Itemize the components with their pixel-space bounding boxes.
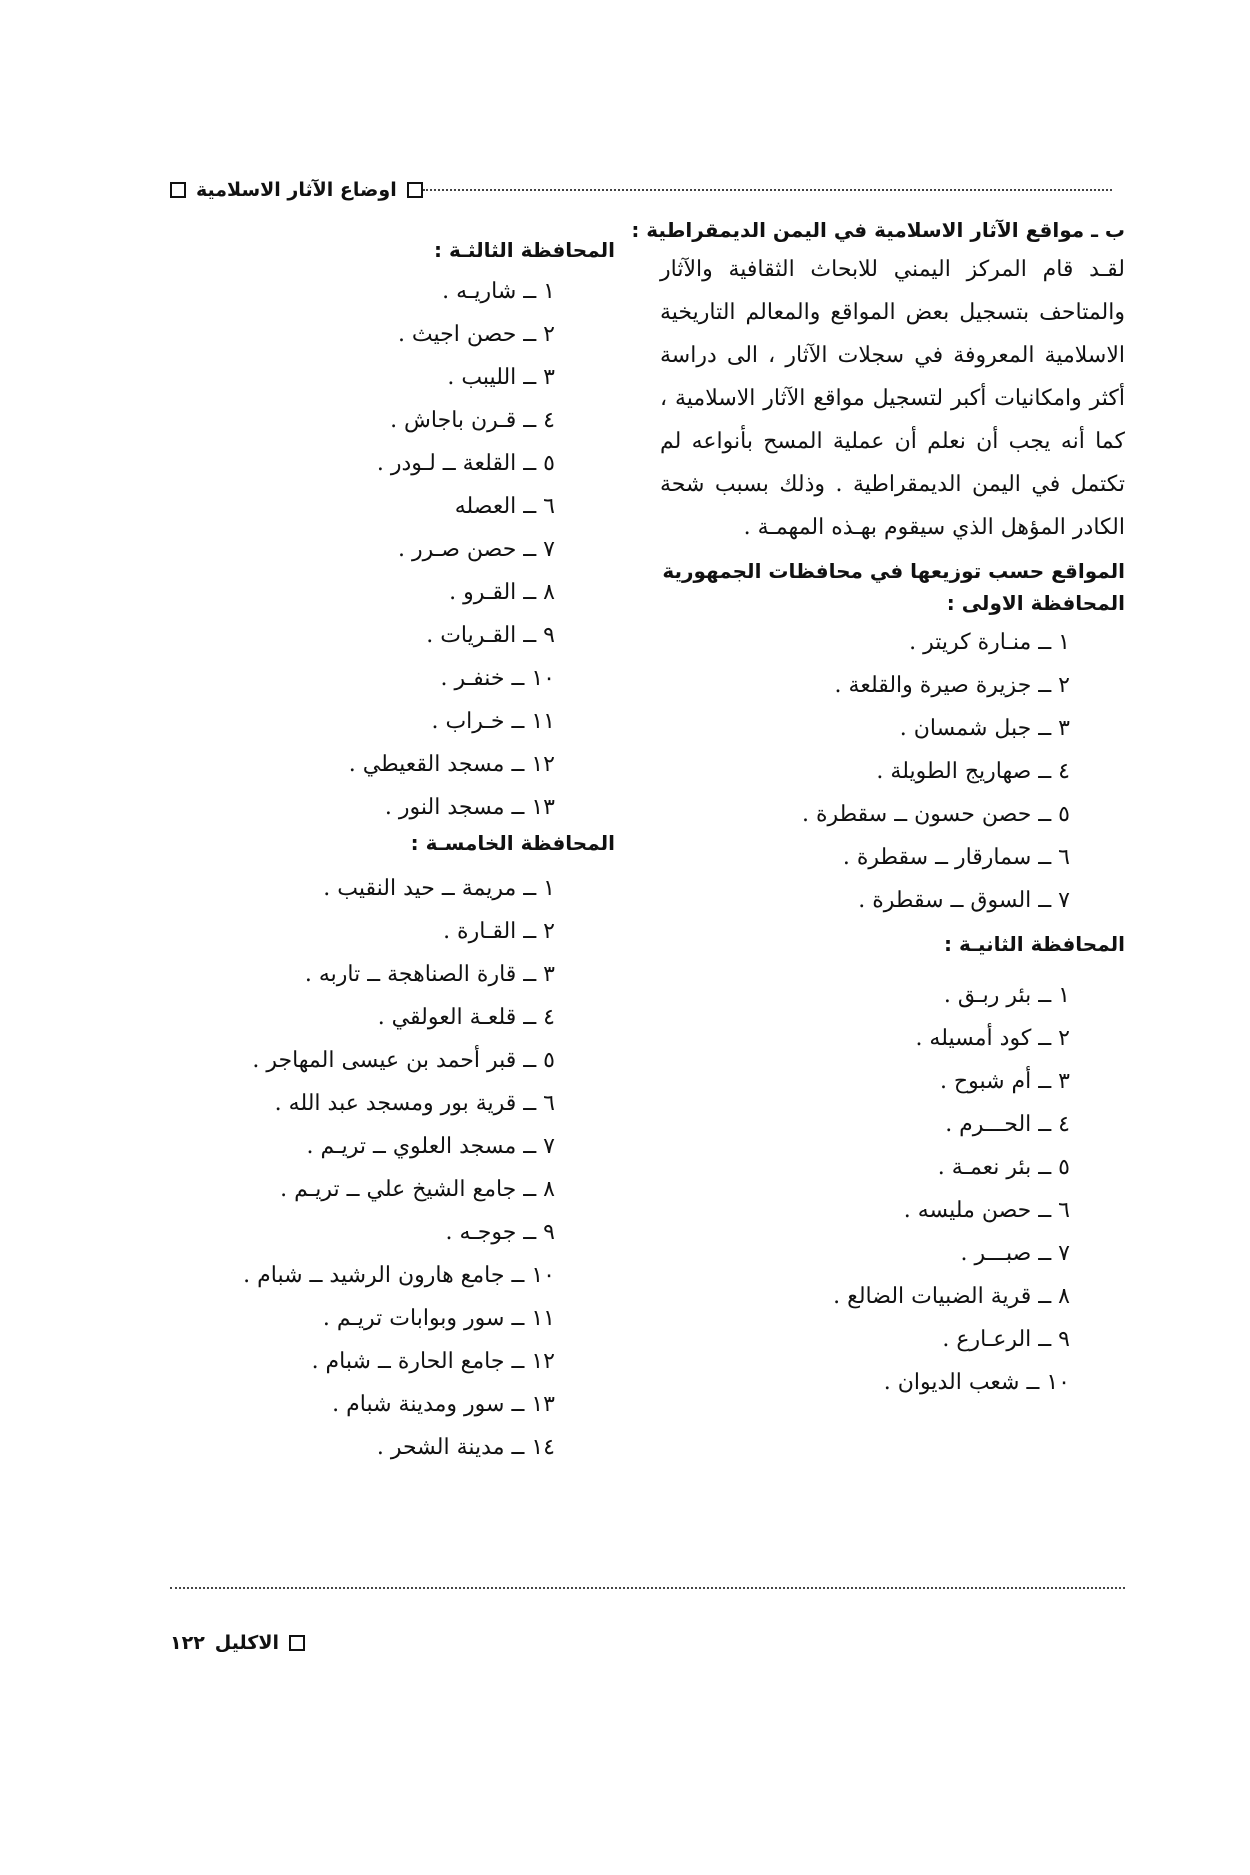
list-item: ٢ ــ القـارة . xyxy=(443,919,555,944)
list-item: ٥ ــ قبر أحمد بن عيسى المهاجر . xyxy=(252,1048,555,1073)
section-heading: ب ـ مواقع الآثار الاسلامية في اليمن الديمقراطية : xyxy=(631,218,1125,242)
list-item: ٦ ــ قرية بور ومسجد عبد الله . xyxy=(274,1091,555,1116)
square-bullet-icon xyxy=(289,1635,305,1651)
list-item: ١٣ ــ سور ومدينة شبام . xyxy=(332,1392,555,1417)
list-item: ٣ ــ قارة الصناهجة ــ تاربه . xyxy=(304,962,555,987)
list-item: ١٠ ــ خنفـر . xyxy=(440,666,555,691)
list-item: ٢ ــ كود أمسيله . xyxy=(915,1026,1070,1051)
list-item: ١٣ ــ مسجد النور . xyxy=(384,795,555,820)
list-item: ٧ ــ السوق ــ سقطرة . xyxy=(858,888,1070,913)
governorate-second-title: المحافظة الثانيـة : xyxy=(943,932,1125,956)
list-item: ٦ ــ العصله xyxy=(454,494,555,519)
list-item: ٨ ــ القـرو . xyxy=(449,580,555,605)
list-item: ٨ ــ قرية الضبيات الضالع . xyxy=(833,1284,1070,1309)
intro-paragraph: لقـد قام المركز اليمني للابحاث الثقافية والآثار والمتاحف بتسجيل بعض المواقع والمعالم التاريخية الاسلامية المعروفة في سجلات الآثار ، الى دراسة أكثر وامكانيات أكبر لتسجيل مواقع الآثار الاسلامية ، كما أنه يجب أن نعلم أن عملية المسح بأنواعه لم تكتمل في اليمن الديمقراطية . وذلك بسبب شحة الكادر المؤهل الذي سيقوم بهـذه المهمـة . xyxy=(660,257,1125,540)
governorate-first-list xyxy=(660,621,1125,922)
list-item: ٤ ــ قـرن باجاش . xyxy=(390,408,555,433)
left-column xyxy=(145,238,615,1469)
list-item: ٦ ــ سمارقار ــ سقطرة . xyxy=(842,845,1070,870)
list-item: ١٢ ــ جامع الحارة ــ شبام . xyxy=(311,1349,555,1374)
list-item: ١٤ ــ مدينة الشحر . xyxy=(376,1435,555,1460)
governorate-third-list xyxy=(145,270,615,829)
list-item: ١ ــ مريمة ــ حيد النقيب . xyxy=(323,876,555,901)
list-item: ١ ــ شاريـه . xyxy=(442,279,555,304)
right-column xyxy=(631,218,1125,1404)
governorate-third-title: المحافظة الثالثـة : xyxy=(433,238,615,262)
list-item: ٩ ــ الرعـارع . xyxy=(942,1327,1070,1352)
list-item: ١١ ــ سور وبوابات تريـم . xyxy=(322,1306,555,1331)
list-item: ٨ ــ جامع الشيخ علي ــ تريـم . xyxy=(280,1177,555,1202)
list-item: ٤ ــ قلعـة العولقي . xyxy=(377,1005,555,1030)
square-bullet-icon xyxy=(170,182,186,198)
header-dotted-rule xyxy=(423,189,1112,191)
list-item: ٩ ــ القـريات . xyxy=(426,623,555,648)
list-item: ١١ ــ خـراب . xyxy=(431,709,555,734)
governorate-fifth-title: المحافظة الخامسـة : xyxy=(410,831,615,855)
list-item: ٣ ــ أم شبوح . xyxy=(939,1069,1070,1094)
list-item: ١ ــ بئر ربـق . xyxy=(943,983,1070,1008)
list-item: ٣ ــ جبل شمسان . xyxy=(899,716,1070,741)
header-title-group xyxy=(170,179,423,201)
list-item: ٦ ــ حصن مليسه . xyxy=(903,1198,1070,1223)
header-title: اوضاع الآثار الاسلامية xyxy=(196,179,397,201)
list-item: ٤ ــ صهاريج الطويلة . xyxy=(876,759,1070,784)
list-item: ٩ ــ جوجـه . xyxy=(445,1220,555,1245)
page-number: ١٢٢ xyxy=(170,1632,205,1654)
footer-dotted-rule xyxy=(170,1587,1125,1589)
list-item: ١٠ ــ جامع هارون الرشيد ــ شبام . xyxy=(243,1263,555,1288)
journal-name: الاكليل xyxy=(214,1632,279,1654)
list-item: ١ ــ منـارة كريتر . xyxy=(909,630,1070,655)
list-item: ٣ ــ الليبب . xyxy=(447,365,555,390)
running-header xyxy=(170,170,1130,210)
list-item: ٢ ــ جزيرة صيرة والقلعة . xyxy=(834,673,1070,698)
governorate-first-title: المحافظة الاولى : xyxy=(946,591,1125,615)
list-item: ٥ ــ بئر نعمـة . xyxy=(937,1155,1070,1180)
list-item: ٤ ــ الحـــرم . xyxy=(945,1112,1070,1137)
square-bullet-icon xyxy=(407,182,423,198)
governorate-second-list xyxy=(660,974,1125,1404)
list-item: ٢ ــ حصن اجيث . xyxy=(397,322,555,347)
distribution-heading: المواقع حسب توزيعها في محافظات الجمهورية xyxy=(662,559,1125,583)
list-item: ٥ ــ حصن حسون ــ سقطرة . xyxy=(801,802,1070,827)
list-item: ٧ ــ مسجد العلوي ــ تريـم . xyxy=(306,1134,555,1159)
list-item: ١٠ ــ شعب الديوان . xyxy=(883,1370,1070,1395)
list-item: ١٢ ــ مسجد القعيطي . xyxy=(348,752,555,777)
list-item: ٧ ــ حصن صـرر . xyxy=(398,537,555,562)
list-item: ٥ ــ القلعة ــ لـودر . xyxy=(376,451,555,476)
footer xyxy=(170,1632,305,1654)
governorate-fifth-list xyxy=(145,867,615,1469)
list-item: ٧ ــ صبـــر . xyxy=(960,1241,1070,1266)
